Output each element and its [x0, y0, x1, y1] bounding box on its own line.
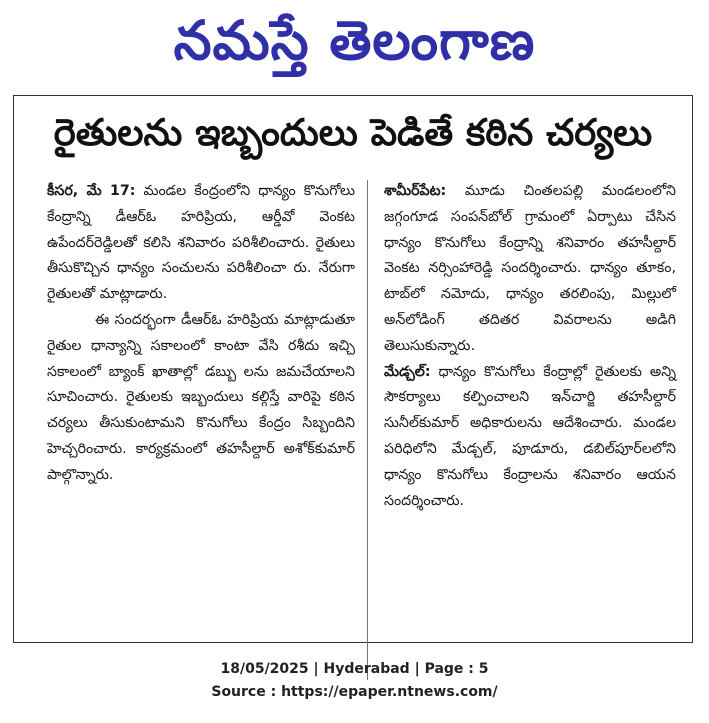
dateline-medchal: మేడ్చల్: [384, 363, 431, 380]
right-paragraph-2-body: ధాన్యం కొనుగోలు కేంద్రాల్లో రైతులకు అన్ని సౌకర్యాలు కల్పించాలని ఇన్‌చార్జి తహసీల్దార్ సునీల్‌కుమార్ అధికారులను ఆదేశించారు. మండల పరిధిలోని మేడ్చల్, పూడూరు, డబిల్‌పూర్‌లలోని ధాన్యం కొనుగోలు కేంద్రాలను శనివారం ఆయన సందర్శించారు. [384, 363, 676, 509]
newspaper-masthead: నమస్తే తెలంగాణ [173, 9, 536, 72]
footer-date-edition-page: 18/05/2025 | Hyderabad | Page : 5 [220, 661, 489, 677]
left-paragraph-2: ఈ సందర్భంగా డీఆర్‌ఓ హరిప్రియ మాట్లాడుతూ రైతుల ధాన్యాన్ని సకాలంలో కాంటా వేసి రశీదు ఇచ్చి సకాలంలో బ్యాంక్ ఖాతాల్లో డబ్బు లను జమచేయాలని సూచించారు. రైతులకు ఇబ్బందులు కల్గిస్తే వారిపై కఠిన చర్యలు తీసుకుంటామని కొనుగోలు కేంద్రం సిబ్బందిని హెచ్చరించారు. కార్యక్రమంలో తహసీల్దార్ అశోక్‌కుమార్ పాల్గొన్నారు. [47, 311, 355, 483]
left-paragraph-1 [47, 179, 355, 308]
right-paragraph-1 [384, 179, 676, 360]
column-divider [367, 180, 368, 680]
dateline-shamirpet: శామీర్‌పేట: [384, 183, 447, 199]
article-clipping [13, 95, 693, 643]
right-paragraph-1-body: మూడు చింతలపల్లి మండలంలోని జగ్గంగూడ సంపన్‌బోల్ గ్రామంలో ఏర్పాటు చేసిన ధాన్యం కొనుగోలు కేంద్రాన్ని శనివారం తహసీల్దార్ వెంకట నర్సింహారెడ్డి సందర్శించారు. ధాన్యం తూకం, టాబ్‌లో నమోదు, ధాన్యం తరలింపు, మిల్లులో అన్‌లోడింగ్ తదితర వివరాలను అడిగి తెలుసుకున్నారు. [384, 183, 676, 354]
footer-source: Source : https://epaper.ntnews.com/ [211, 684, 498, 700]
left-paragraph-1-body: మండల కేంద్రంలోని ధాన్యం కొనుగోలు కేంద్రాన్ని డీఆర్‌ఓ హరిప్రియ, ఆర్డీవో వెంకట ఉపేందర్‌రెడ్డిలతో కలిసి శనివారం పరిశీలించారు. రైతులు తీసుకొచ్చిన ధాన్యం సంచులను పరిశీలించా రు. నేరుగా రైతులతో మాట్లాడారు. [47, 183, 355, 303]
right-column [384, 179, 676, 514]
right-paragraph-2 [384, 360, 676, 515]
dateline-keesara: కీసర, మే 17: [47, 183, 136, 199]
left-column [47, 179, 355, 489]
article-headline: రైతులను ఇబ్బందులు పెడితే కఠిన చర్యలు [53, 111, 653, 154]
